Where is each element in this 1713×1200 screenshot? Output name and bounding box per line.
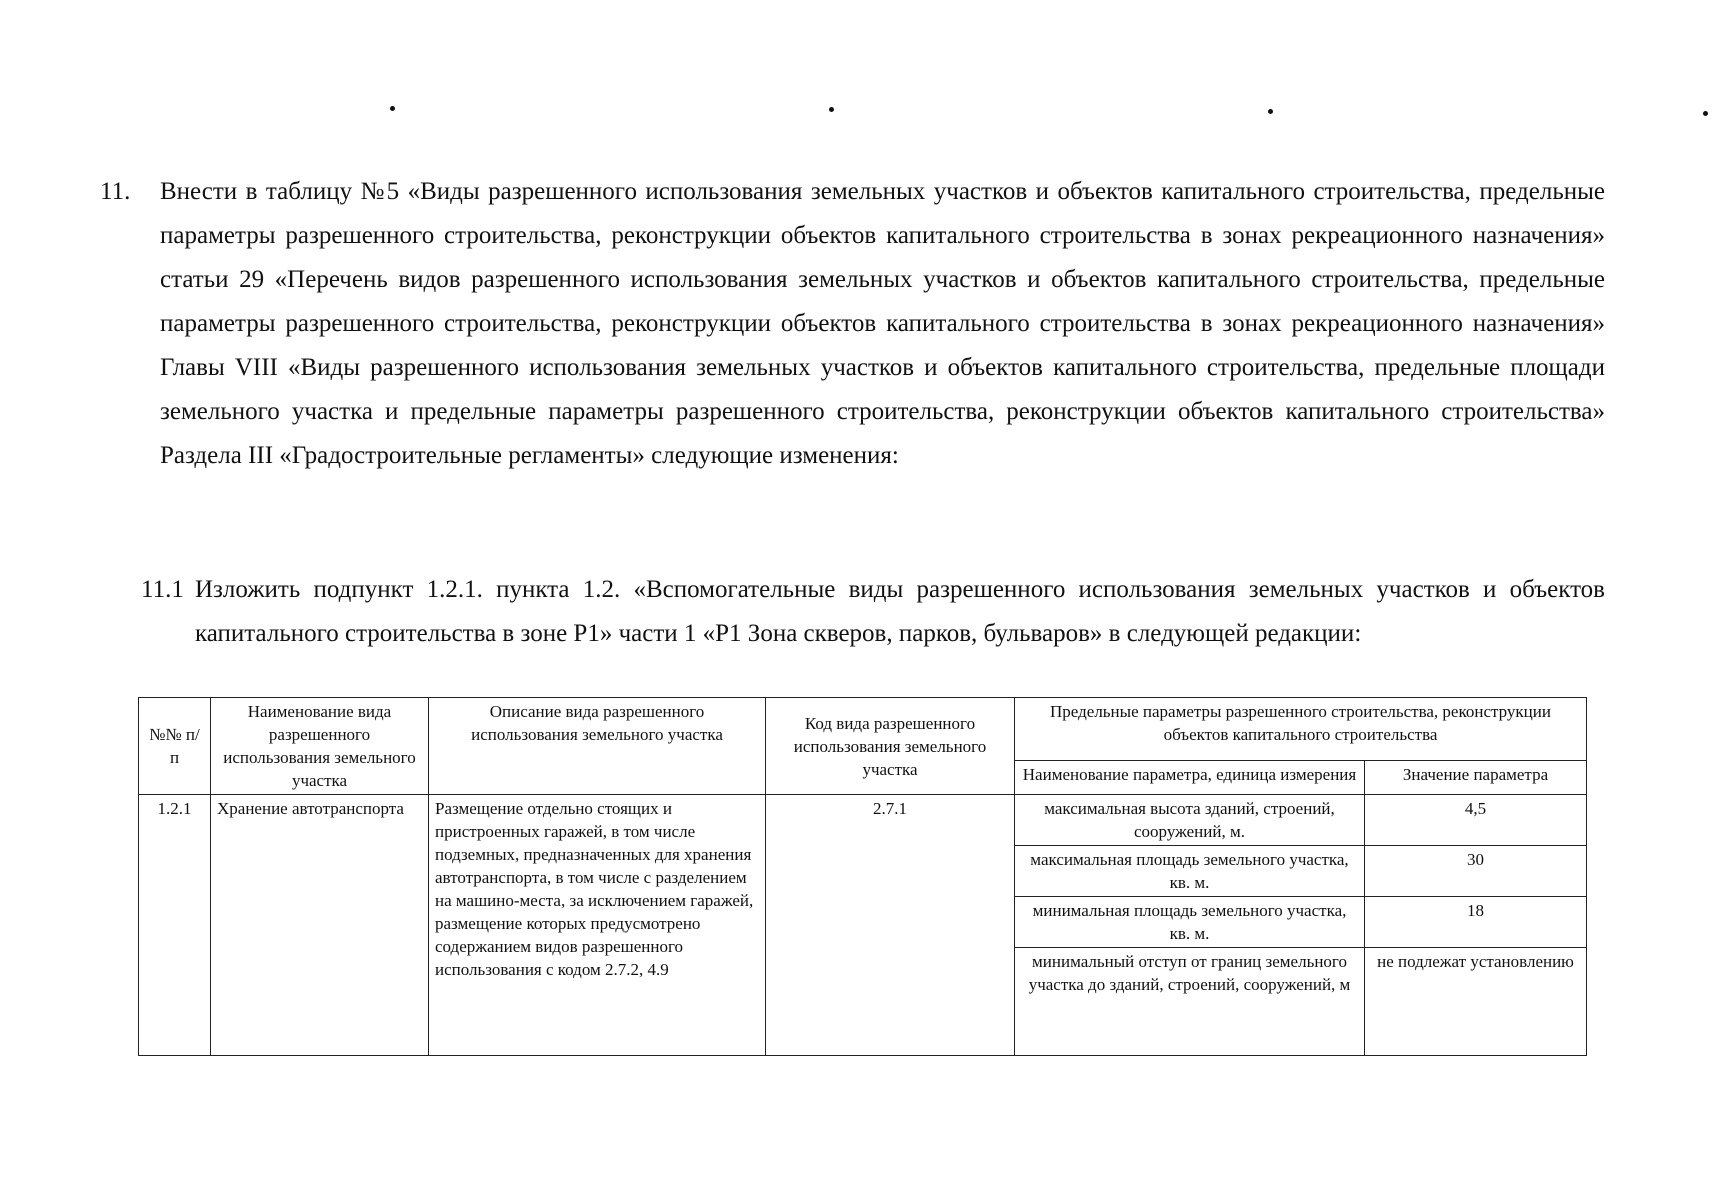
row-code: 2.7.1 <box>766 795 1015 1056</box>
header-param-value: Значение параметра <box>1365 760 1587 794</box>
param-value-1: 4,5 <box>1365 795 1587 846</box>
param-value-3: 18 <box>1365 897 1587 948</box>
header-param-name: Наименование параметра, единица измерения <box>1015 760 1365 794</box>
row-num: 1.2.1 <box>139 795 211 1056</box>
header-num: №№ п/п <box>139 698 211 795</box>
param-value-2: 30 <box>1365 846 1587 897</box>
param-value-4: не подлежат установлению <box>1365 948 1587 1056</box>
param-name-3: минимальная площадь земельного участка, кв. м. <box>1015 897 1365 948</box>
param-name-1: максимальная высота зданий, строений, сооружений, м. <box>1015 795 1365 846</box>
scan-mark-1 <box>390 106 395 111</box>
row-name: Хранение автотранспорта <box>211 795 429 1056</box>
header-code: Код вида разрешенного использования земельного участка <box>766 698 1015 795</box>
row-description: Размещение отдельно стоящих и пристроенных гаражей, в том числе подземных, предназначенных для хранения автотранспорта, в том числе с разделением на машино-места, за исключением гаражей, размещение которых предусмотрено содержанием видов разрешенного использования с кодом 2.7.2, 4.9 <box>429 795 766 1056</box>
item-11-1-number: 11.1 <box>141 576 184 603</box>
regulation-table <box>138 697 1587 1056</box>
header-limits: Предельные параметры разрешенного строительства, реконструкции объектов капитального строительства <box>1015 698 1587 761</box>
table-row <box>139 795 1587 846</box>
param-name-4: минимальный отступ от границ земельного участка до зданий, строений, сооружений, м <box>1015 948 1365 1056</box>
scan-mark-3 <box>1268 109 1273 114</box>
item-11-1-text: Изложить подпункт 1.2.1. пункта 1.2. «Вспомогательные виды разрешенного использования земельных участков и объектов капитального строительства в зоне Р1» части 1 «Р1 Зона скверов, парков, бульваров» в следующей редакции: <box>195 576 1605 647</box>
item-11-number: 11. <box>100 178 131 205</box>
table-header-row <box>139 698 1587 761</box>
header-description: Описание вида разрешенного использования земельного участка <box>429 698 766 795</box>
header-name: Наименование вида разрешенного использования земельного участка <box>211 698 429 795</box>
scan-mark-4 <box>1703 111 1708 116</box>
item-11-text: Внести в таблицу №5 «Виды разрешенного использования земельных участков и объектов капитального строительства, предельные параметры разрешенного строительства, реконструкции объектов капитального строительства в зонах рекреационного назначения» статьи 29 «Перечень видов разрешенного использования земельных участков и объектов капитального строительства, предельные параметры разрешенного строительства, реконструкции объектов капитального строительства в зонах рекреационного назначения» Главы VIII «Виды разрешенного использования земельных участков и объектов капитального строительства, предельные площади земельного участка и предельные параметры разрешенного строительства, реконструкции объектов капитального строительства» Раздела III «Градостроительные регламенты» следующие изменения: <box>160 178 1605 469</box>
param-name-2: максимальная площадь земельного участка, кв. м. <box>1015 846 1365 897</box>
scan-mark-2 <box>829 107 834 112</box>
